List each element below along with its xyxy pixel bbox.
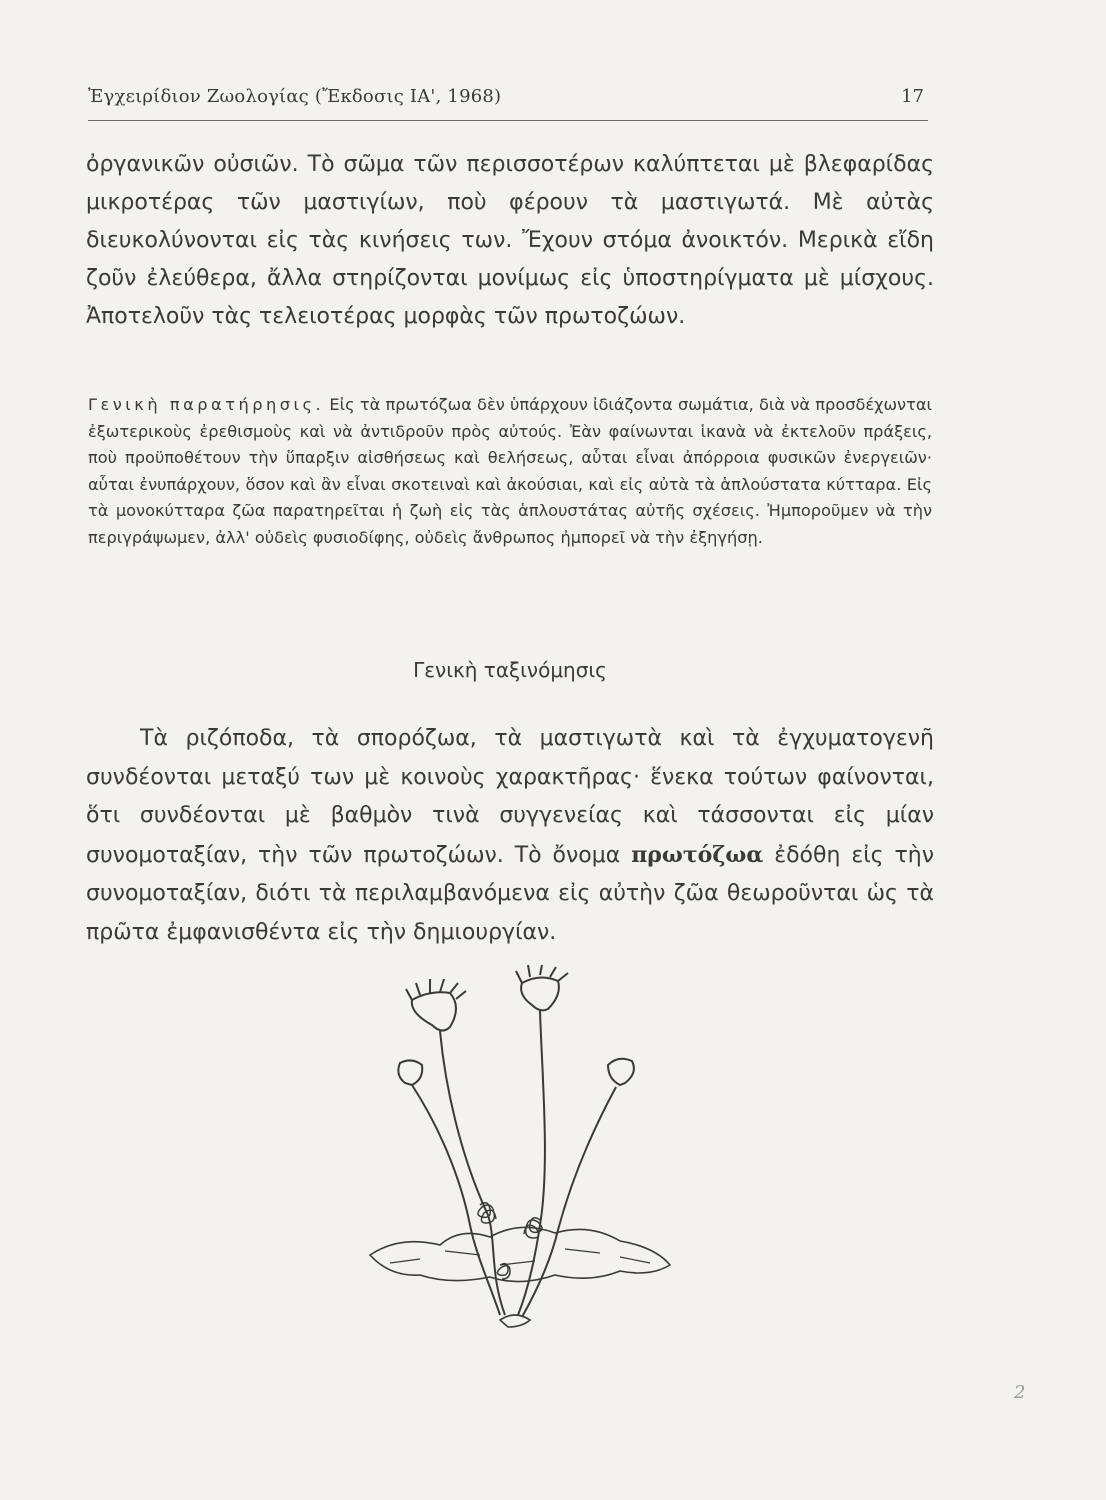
general-remark-text: Εἰς τὰ πρωτόζωα δὲν ὑπάρχουν ἰδιάζοντα σωμάτια, διὰ νὰ προσδέχωνται ἐξωτερικοὺς ἐρεθισμοὺς καὶ νὰ ἀντιδροῦν πρὸς αὐτούς. Ἐὰν φαίνωνται ἱκανὰ νὰ ἐκτελοῦν πράξεις, ποὺ προϋποθέτουν τὴν ὕπαρξιν αἰσθήσεως καὶ θελήσεως, αὗται εἶναι ἀπόρροια φυσικῶν ἐνεργειῶν· αὗται ἐνυπάρχουν, ὅσον καὶ ἂν εἶναι σκοτειναὶ καὶ ἀκούσιαι, καὶ εἰς αὐτὰ τὰ ἁπλούστατα κύτταρα. Εἰς τὰ μονοκύτταρα ζῶα παρατηρεῖται ἡ ζωὴ εἰς τὰς ἁπλουστάτας αὐτῆς σχέσεις. Ἠμποροῦμεν νὰ τὴν περιγράψωμεν, ἀλλ' οὐδεὶς φυσιοδίφης, οὐδεὶς ἄνθρωπος ἠμπορεῖ νὰ τὴν ἐξηγήσῃ. bbox=[88, 395, 932, 547]
classification-text-part1: Τὰ ριζόποδα, τὰ σπορόζωα, τὰ μαστιγωτὰ καὶ τὰ ἐγχυματογενῆ συνδέονται μεταξύ των μὲ κοινοὺς χαρακτῆρας· ἕνεκα τούτων φαίνονται, ὅτι συνδέονται μὲ βαθμὸν τινὰ συγγενείας καὶ τάσσονται εἰς μίαν συνομοταξίαν, τὴν τῶν πρωτοζώων. Τὸ ὄνομα bbox=[86, 726, 934, 868]
header-rule bbox=[88, 120, 928, 121]
page-number: 17 bbox=[901, 86, 924, 107]
corner-mark: 2 bbox=[1014, 1382, 1026, 1403]
header-title: Ἐγχειρίδιον Ζωολογίας (Ἔκδοσις ΙΑ', 1968) bbox=[88, 86, 502, 107]
vorticella-illustration bbox=[350, 965, 680, 1355]
general-remark bbox=[88, 392, 932, 551]
general-remark-lead: Γενικὴ παρατήρησις. bbox=[88, 395, 325, 414]
classification-text-part2: ἐδόθη εἰς τὴν συνομοταξίαν, διότι τὰ περιλαμβανόμενα εἰς αὐτὴν ζῶα θεωροῦνται ὡς τὰ πρῶτα ἐμφανισθέντα εἰς τὴν δημιουργίαν. bbox=[86, 842, 934, 945]
paragraph-classification bbox=[86, 720, 934, 952]
paragraph-ciliates: ὀργανικῶν οὐσιῶν. Τὸ σῶμα τῶν περισσοτέρων καλύπτεται μὲ βλεφαρίδας μικροτέρας τῶν μαστιγίων, ποὺ φέρουν τὰ μαστιγωτά. Μὲ αὐτὰς διευκολύνονται εἰς τὰς κινήσεις των. Ἔχουν στόμα ἀνοικτόν. Μερικὰ εἴδη ζοῦν ἐλεύθερα, ἄλλα στηρίζονται μονίμως εἰς ὑποστηρίγματα μὲ μίσχους. Ἀποτελοῦν τὰς τελειοτέρας μορφὰς τῶν πρωτοζώων. bbox=[86, 152, 934, 329]
section-heading: Γενικὴ ταξινόμησις bbox=[413, 658, 607, 682]
running-header bbox=[88, 86, 928, 118]
term-protozoa: πρωτόζωα bbox=[631, 841, 764, 868]
